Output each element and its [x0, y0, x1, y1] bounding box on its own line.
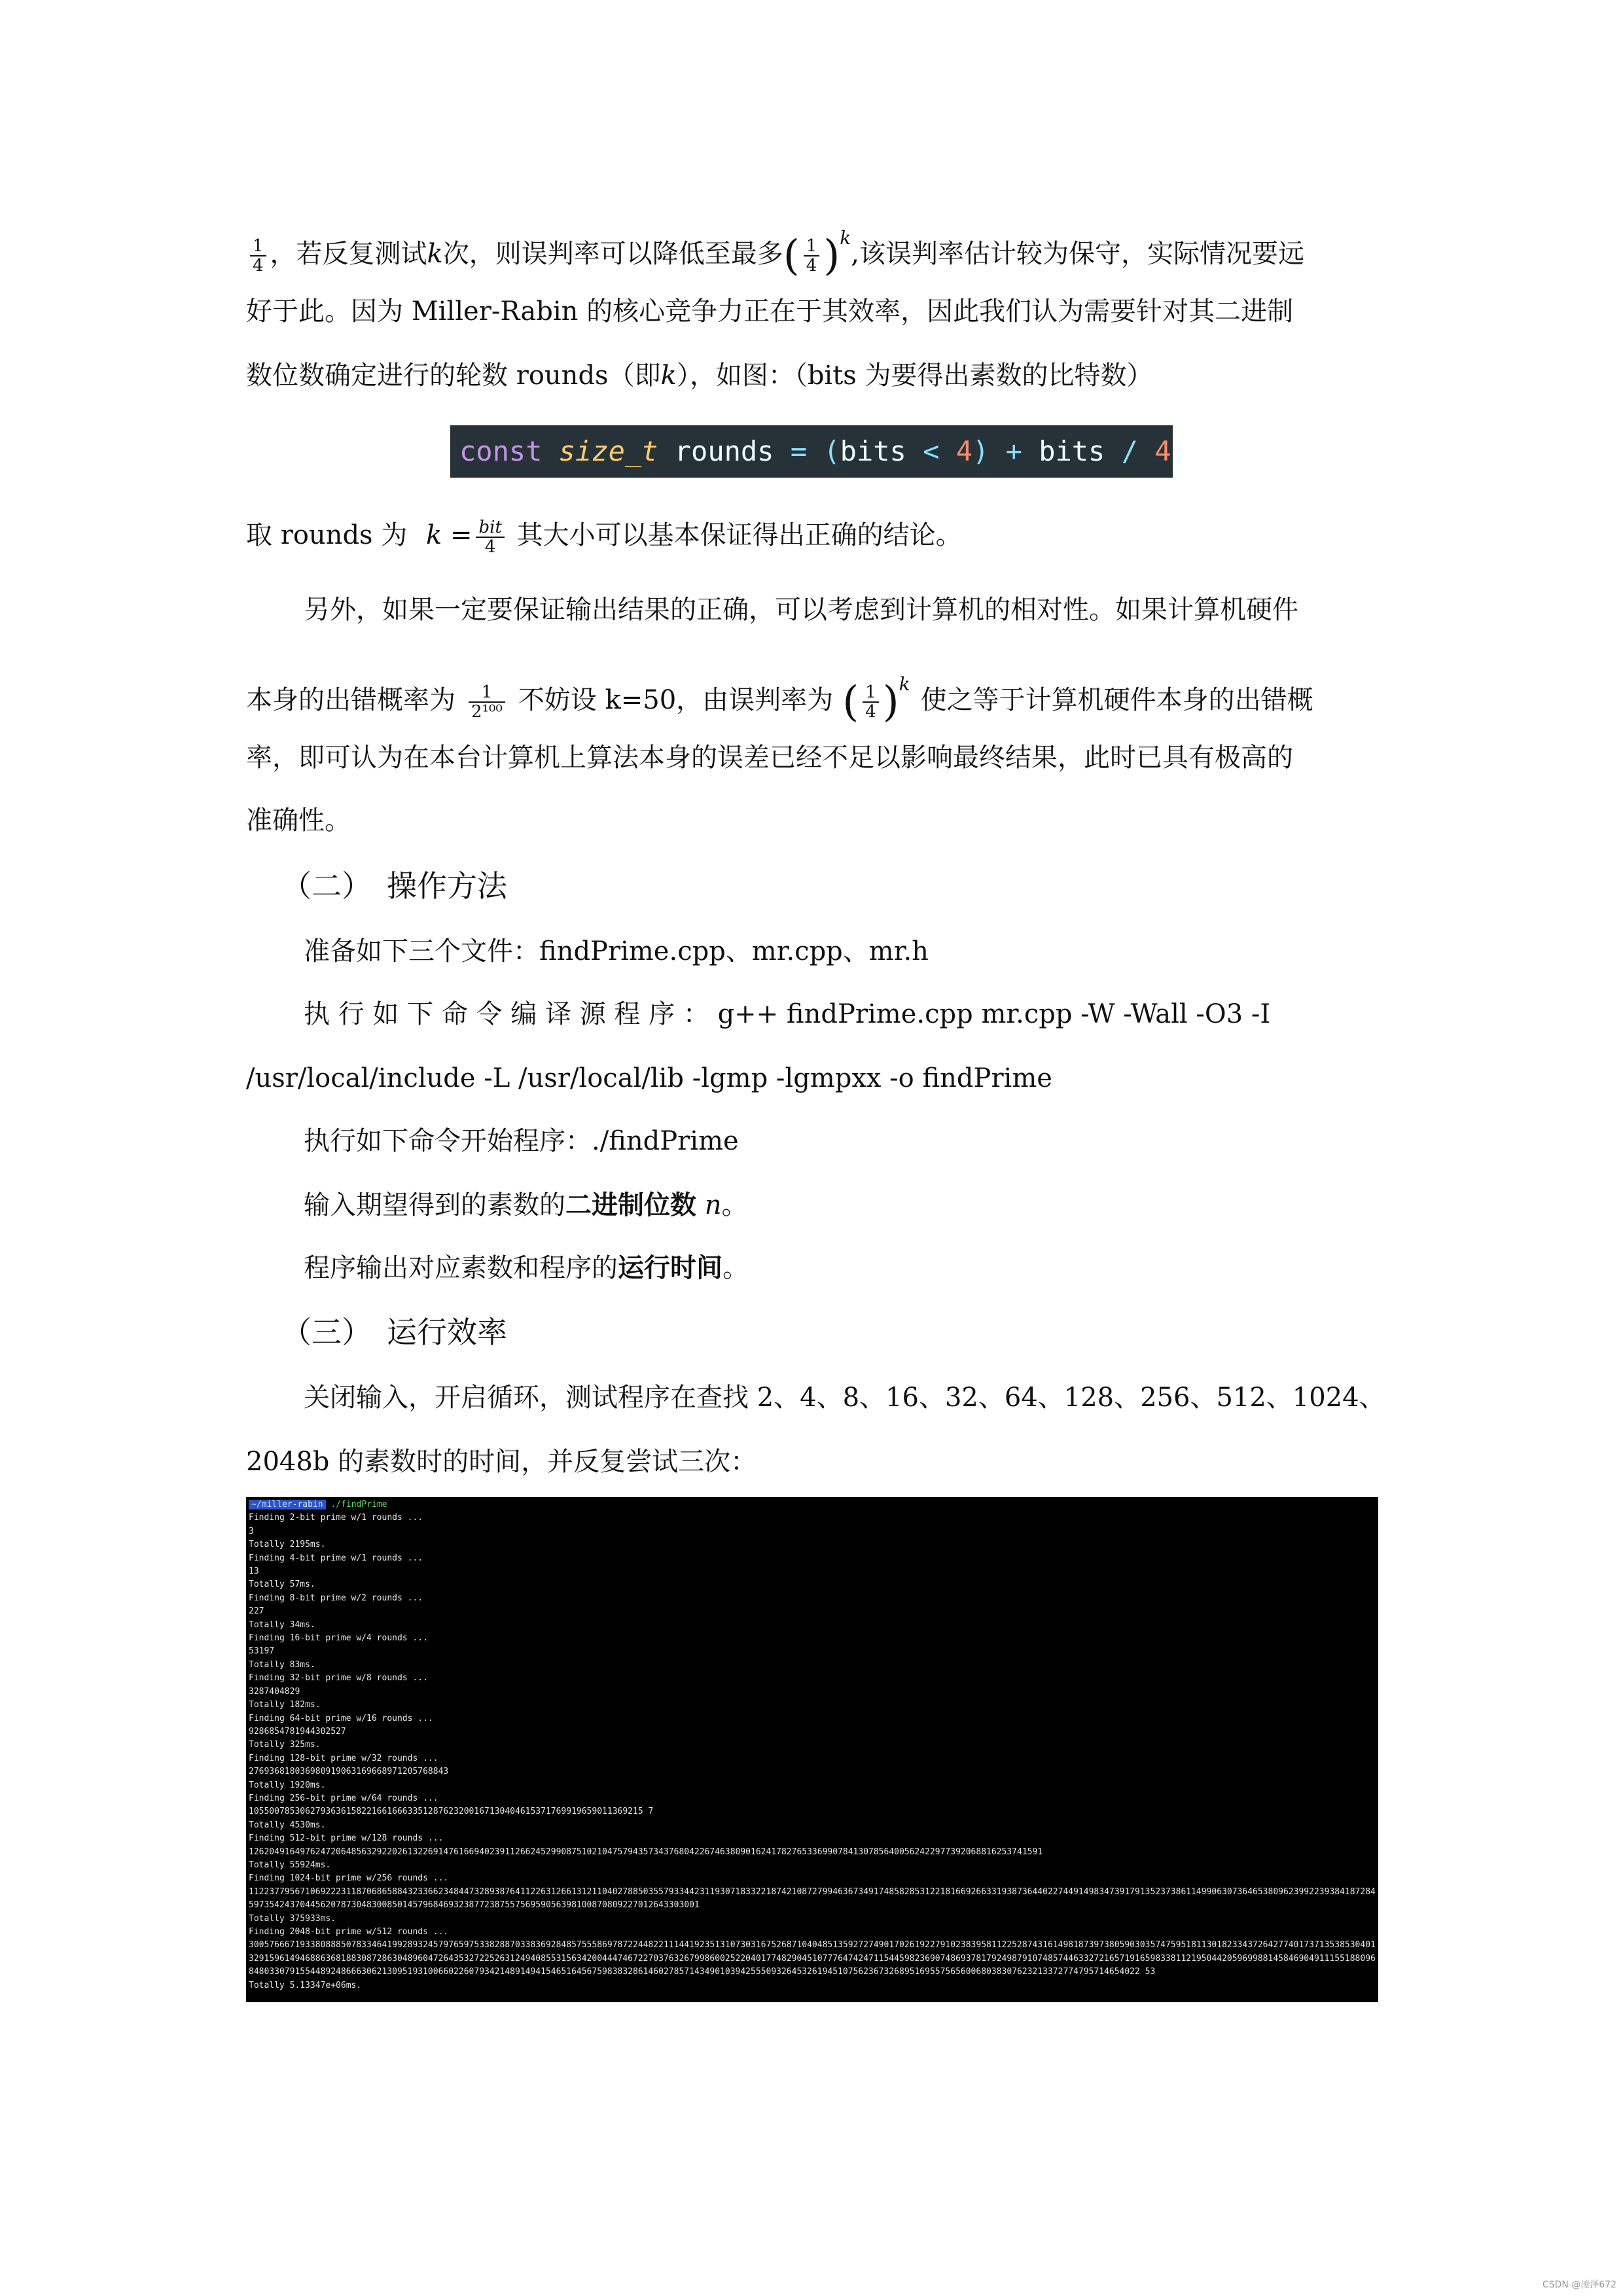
text: ,该误判率估计较为保守，实际情况要远 — [851, 239, 1304, 269]
text: 。 — [722, 1253, 749, 1283]
watermark: CSDN @凌泽672 — [1542, 2280, 1616, 2290]
text: 输入期望得到的素数的 — [304, 1190, 565, 1220]
terminal-line: Finding 512-bit prime w/128 rounds ... — [249, 1833, 444, 1844]
text: 本身的出错概率为 — [246, 685, 455, 715]
code-identifier: bits — [1039, 435, 1105, 467]
text: 取 rounds 为 — [246, 520, 408, 550]
code-operator: / — [1121, 435, 1138, 467]
text: 不妨设 k=50，由误判率为 — [518, 685, 834, 715]
terminal-line: 30057666719338088850783346419928932457976597533828870338369284857555869787224482211144192351310730316752687104048513592727490170261922791023839581122528743161498187397380590303574759518113018233437264277401737135385304013291596149468863681883087286304896047264353272252631249408553156342004447467227037632679986002522040177482904510777647424711544598236907486937817924987910748574463327216571916598338112195044205969988145846904911155188096848033079155448924866630621309519310066022607934214891494154651645675983832861460278571434901039425550932645326194510756236732689516955756560068038307623213372774795714654022 53 — [249, 1940, 1376, 1977]
terminal-prompt: ~/miller-rabin — [249, 1500, 326, 1510]
terminal-line: 53197 — [249, 1646, 275, 1657]
terminal-line: Finding 1024-bit prime w/256 rounds ... — [249, 1873, 449, 1884]
fraction-bit-over-4 — [476, 518, 504, 556]
text: 次，则误判率可以降低至最多 — [442, 239, 783, 269]
text: 使之等于计算机硬件本身的出错概 — [920, 685, 1313, 715]
terminal-lines — [249, 1511, 1376, 1992]
terminal-line: 12620491649762472064856329220261322691476166940239112662452990875102104757943573437680422674638090162417827653369907841307856400562422977392068816253741591 — [249, 1846, 1043, 1857]
terminal-line: Finding 4-bit prime w/1 rounds ... — [249, 1553, 423, 1563]
terminal-line: Totally 55924ms. — [249, 1860, 331, 1870]
code-operator: + — [1005, 435, 1022, 467]
paragraph-line-5: 另外，如果一定要保证输出结果的正确，可以考虑到计算机的相对性。如果计算机硬件 — [304, 595, 1298, 625]
paren-right: ) — [882, 678, 899, 726]
text: ），如图：（bits 为要得出素数的比特数） — [676, 361, 1153, 391]
frac-num: 1 — [804, 237, 820, 256]
fraction-one-over-2-100 — [469, 683, 505, 721]
terminal-prompt-line — [249, 1498, 1376, 1511]
text: 程序输出对应素数和程序的 — [304, 1253, 618, 1283]
terminal-line: Totally 1920ms. — [249, 1780, 326, 1790]
bold-text: 二进制位数 — [565, 1190, 696, 1220]
terminal-line: Finding 8-bit prime w/2 rounds ... — [249, 1593, 423, 1603]
terminal-line: 9286854781944302527 — [249, 1726, 346, 1737]
code-identifier: rounds — [674, 435, 774, 467]
exponent-k: k — [899, 673, 910, 695]
code-paren: ( — [823, 435, 840, 467]
terminal-line: Totally 83ms. — [249, 1659, 315, 1670]
code-identifier: bits — [840, 435, 906, 467]
frac-den: 4 — [865, 702, 876, 722]
paragraph-line-4 — [246, 517, 1377, 556]
code-operator: < — [923, 435, 940, 467]
paragraph-line-6 — [246, 666, 1377, 726]
terminal-line: Totally 57ms. — [249, 1580, 315, 1590]
text: 。 — [721, 1190, 748, 1220]
paragraph-line-7: 率，即可认为在本台计算机上算法本身的误差已经不足以影响最终结果，此时已具有极高的 — [246, 743, 1293, 773]
paragraph-line-9: 准备如下三个文件：findPrime.cpp、mr.cpp、mr.h — [304, 936, 929, 966]
paren-right: ) — [823, 232, 840, 280]
code-snippet — [450, 425, 1188, 478]
terminal-line: 3 — [249, 1526, 254, 1536]
terminal-line: Totally 325ms. — [249, 1740, 321, 1750]
paren-left: ( — [842, 678, 859, 726]
terminal-line: Finding 256-bit prime w/64 rounds ... — [249, 1793, 438, 1803]
paragraph-line-14 — [304, 1250, 1377, 1286]
math-k-equals: k = — [426, 520, 473, 550]
frac-num: 1 — [863, 683, 879, 703]
terminal-line: 3287404829 — [249, 1686, 300, 1697]
code-paren: ) — [972, 435, 990, 467]
paragraph-line-15: 关闭输入，开启循环，测试程序在查找 2、4、8、16、32、64、128、256、512、1024、 — [304, 1383, 1385, 1413]
terminal-line: 276936818036980919063169668971205768843 — [249, 1767, 449, 1777]
text: 数位数确定进行的轮数 rounds（即 — [246, 361, 661, 391]
terminal-line: Finding 2048-bit prime w/512 rounds ... — [249, 1927, 449, 1937]
frac-den: 4 — [253, 256, 264, 275]
frac-num: bit — [476, 518, 504, 538]
paragraph-line-16: 2048b 的素数时的时间，并反复尝试三次： — [246, 1447, 757, 1477]
fraction-one-quarter — [804, 237, 820, 275]
code-number: 4 — [955, 435, 972, 467]
paragraph-line-13 — [304, 1187, 1377, 1224]
terminal-command: ./findPrime — [330, 1500, 387, 1510]
frac-den: 2¹⁰⁰ — [471, 702, 503, 722]
terminal-line: Totally 5.13347e+06ms. — [249, 1980, 362, 1990]
terminal-line: 13 — [249, 1566, 259, 1577]
text: ，若反复测试 — [270, 239, 427, 269]
exponent-k: k — [840, 227, 851, 249]
text: 其大小可以基本保证得出正确的结论。 — [516, 520, 962, 550]
frac-den: 4 — [806, 256, 817, 275]
terminal-line: Finding 64-bit prime w/16 rounds ... — [249, 1713, 433, 1723]
paren-left: ( — [783, 232, 800, 280]
terminal-output — [246, 1497, 1378, 2002]
var-k: k — [427, 239, 443, 269]
code-semicolon: ; — [1171, 435, 1188, 467]
terminal-line: Totally 375933ms. — [249, 1913, 336, 1924]
terminal-line: Totally 34ms. — [249, 1619, 315, 1630]
terminal-line: Totally 182ms. — [249, 1700, 321, 1710]
paragraph-line-2: 好于此。因为 Miller-Rabin 的核心竞争力正在于其效率，因此我们认为需要针对其二进制 — [246, 296, 1294, 327]
fraction-one-quarter — [250, 237, 266, 275]
paragraph-line-3 — [246, 357, 1377, 394]
frac-num: 1 — [469, 683, 505, 703]
bold-text: 运行时间 — [618, 1252, 722, 1283]
section-heading-3: （三） 运行效率 — [281, 1315, 507, 1350]
paragraph-line-10: 执 行 如 下 命 令 编 译 源 程 序 ： g++ findPrime.cpp mr.cpp -W -Wall -O3 -I — [304, 999, 1271, 1029]
paragraph-line-12: 执行如下命令开始程序：./findPrime — [304, 1126, 739, 1156]
terminal-line: Finding 128-bit prime w/32 rounds ... — [249, 1753, 438, 1763]
paragraph-line-11: /usr/local/include -L /usr/local/lib -lgmp -lgmpxx -o findPrime — [246, 1063, 1052, 1093]
code-keyword: const — [459, 435, 543, 467]
terminal-line: 11223779567106922231187068658843233662348447328938764112263126613121104027885035579334423119307183322187421087279946367349174858285312218166926633193873644022744914983473917913523738611499063073646538096239922393841872845973542437044562078730483008501457968469323877238755756959056398100870809227012643303001 — [249, 1886, 1376, 1911]
terminal-line: 10550078530627936361582216616663351287623200167130404615371769919659011369215 7 — [249, 1807, 654, 1817]
frac-den: 4 — [484, 537, 496, 557]
code-number: 4 — [1154, 435, 1171, 467]
section-heading-2: （二） 操作方法 — [281, 868, 507, 904]
fraction-one-quarter — [863, 683, 879, 721]
paragraph-line-1 — [246, 220, 1377, 280]
terminal-line: Finding 2-bit prime w/1 rounds ... — [249, 1513, 423, 1523]
paragraph-line-8: 准确性。 — [246, 805, 351, 836]
code-operator: = — [790, 435, 808, 467]
terminal-line: Finding 16-bit prime w/4 rounds ... — [249, 1633, 428, 1644]
var-k: k — [660, 361, 677, 391]
terminal-line: 227 — [249, 1606, 264, 1617]
frac-num: 1 — [250, 237, 266, 256]
var-n: n — [704, 1190, 722, 1220]
terminal-line: Totally 2195ms. — [249, 1540, 326, 1550]
terminal-line: Finding 32-bit prime w/8 rounds ... — [249, 1673, 428, 1684]
terminal-line: Totally 4530ms. — [249, 1820, 326, 1830]
code-type: size_t — [558, 435, 658, 467]
